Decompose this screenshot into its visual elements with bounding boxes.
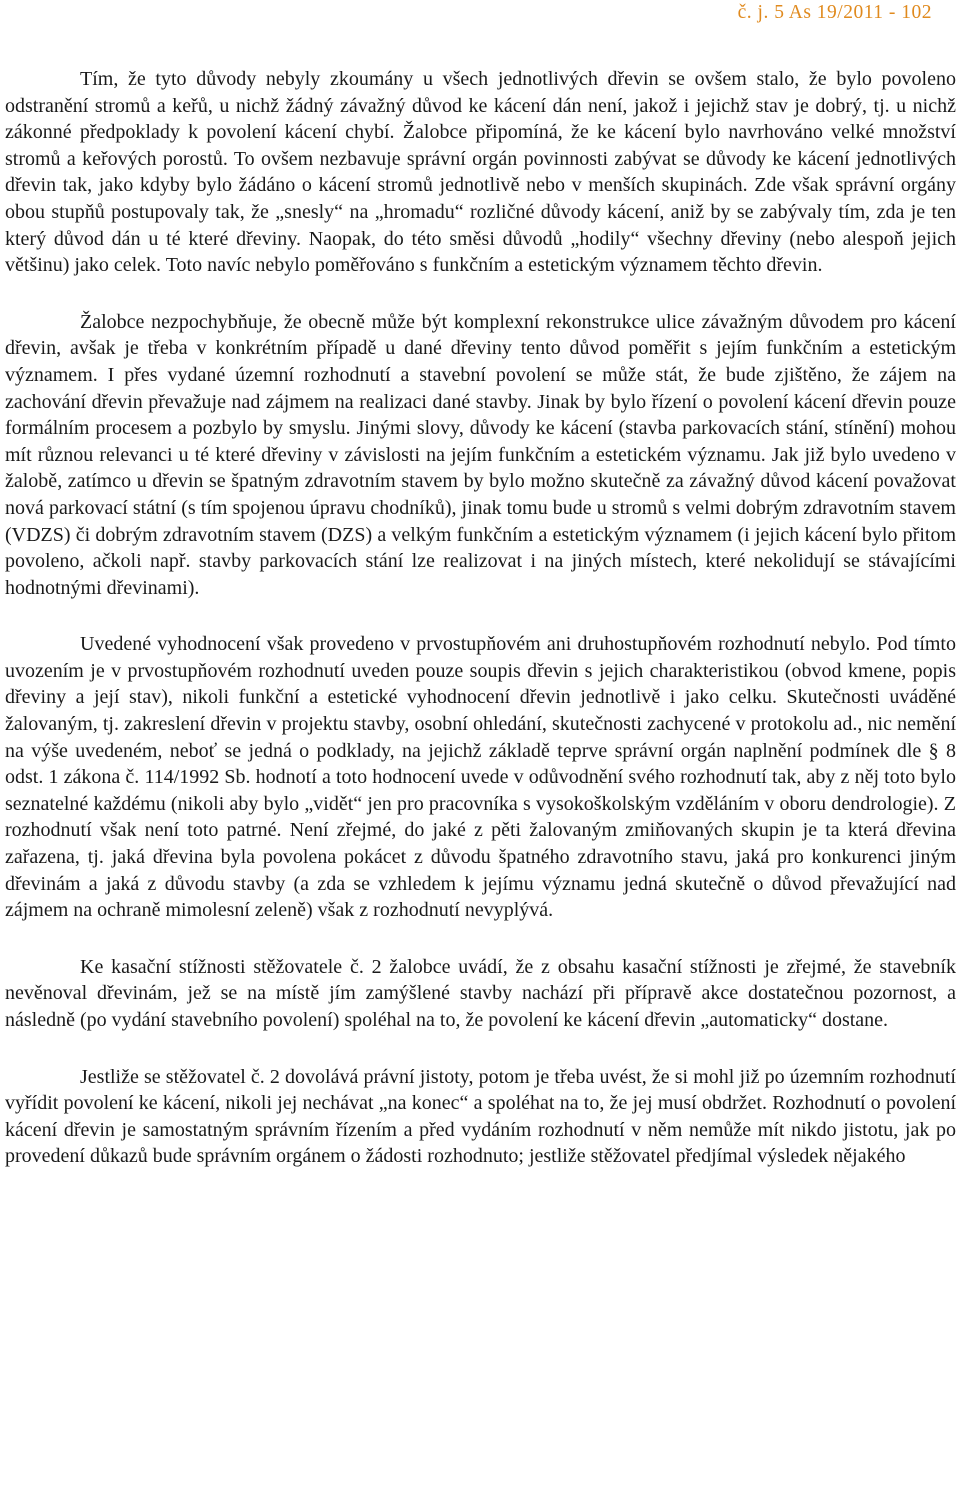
document-body: [5, 66, 956, 1170]
paragraph-complaint-response: Ke kasační stížnosti stěžovatele č. 2 žalobce uvádí, že z obsahu kasační stížnosti je zřejmé, že stavebník nevěnoval dřevinám, jež se na místě jím zamýšlené stavby nachází při přípravě akce dostatečnou pozornost, a následně (po vydání stavebního povolení) spoléhal na to, že povolení ke kácení dřevin „automaticky“ dostane.: [5, 955, 956, 1031]
paragraph-reasons-not-examined: Tím, že tyto důvody nebyly zkoumány u všech jednotlivých dřevin se ovšem stalo, že bylo povoleno odstranění stromů a keřů, u nichž žádný závažný důvod ke kácení dán není, jakož i jejichž stav je dobrý, tj. u nichž zákonné předpoklady k povolení kácení chybí. Žalobce připomíná, že ke kácení bylo navrhováno velké množství stromů a keřových porostů. To ovšem nezbavuje správní orgán povinnosti zabývat se důvody ke kácení jednotlivých dřevin tak, jako kdyby bylo žádáno o kácení stromů jednotlivě nebo v menších skupinách. Zde však správní orgány obou stupňů postupovaly tak, že „snesly“ na „hromadu“ rozličné důvody kácení, aniž by se zabývaly tím, zda je ten který důvod dán u té které dřeviny. Naopak, do této směsi důvodů „hodily“ všechny dřeviny (nebo alespoň jejich většinu) jako celek. Toto navíc nebylo poměřováno s funkčním a estetickým významem těchto dřevin.: [5, 68, 956, 277]
paragraph-reconstruction-reason: Žalobce nezpochybňuje, že obecně může být komplexní rekonstrukce ulice závažným důvodem pro kácení dřevin, avšak je třeba v konkrétním případě u dané dřeviny tento důvod poměřit s jejím funkčním a estetickým významem. I přes vydané územní rozhodnutí a stavební povolení se může stát, že bude zjištěno, že zájem na zachování dřevin převažuje nad zájmem na realizaci dané stavby. Jinak by bylo řízení o povolení kácení dřevin pouze formálním procesem a pozbylo by smyslu. Jinými slovy, důvody ke kácení (stavba parkovacích stání, stínění) mohou mít různou relevanci u té které dřeviny v závislosti na jejím funkčním a estetickém významu. Jak již bylo uvedeno v žalobě, zatímco u dřevin se špatným zdravotním stavem by bylo možno skutečně za závažný důvod kácení považovat nová parkovací státní (s tím spojenou úpravu chodníků), jinak tomu bude u stromů s velmi dobrým zdravotním stavem (VDZS) či dobrým zdravotním stavem (DZS) a velkým funkčním a estetickým významem (i jejich kácení bylo přitom povoleno, ačkoli např. stavby parkovacích stání lze realizovat i na jiných místech, které nekolidují se stávajícími hodnotnými dřevinami).: [5, 310, 956, 599]
paragraph-evaluation-missing: Uvedené vyhodnocení však provedeno v prvostupňovém ani druhostupňovém rozhodnutí nebylo. Pod tímto uvozením je v prvostupňovém rozhodnutí uveden pouze soupis dřevin s jejich charakteristikou (obvod kmene, popis dřeviny a její stav), nikoli funkční a estetické vyhodnocení dřevin jednotlivě i jako celku. Skutečnosti uváděné žalovaným, tj. zakreslení dřevin v projektu stavby, osobní ohledání, skutečnosti zachycené v protokolu ad., nic nemění na výše uvedeném, neboť se jedná o podklady, na jejichž základě teprve správní orgán naplnění podmínek dle § 8 odst. 1 zákona č. 114/1992 Sb. hodnotí a toto hodnocení uvede v odůvodnění svého rozhodnutí tak, aby z něj toto bylo seznatelné každému (nikoli aby bylo „vidět“ jen pro pracovníka s vysokoškolským vzděláním v oboru dendrologie). Z rozhodnutí však není toto patrné. Není zřejmé, do jaké z pěti žalovaným zmiňovaných skupin je ta která dřevina zařazena, tj. jaká dřevina byla povolena pokácet z důvodu špatného zdravotního stavu, jaká pro konkurenci jiným dřevinám a jaká z důvodu stavby (a zda se vzhledem k jejímu významu jedná skutečně o důvod převažující nad zájmem na ochraně mimolesní zeleně) však z rozhodnutí nevyplývá.: [5, 633, 956, 922]
paragraph-legal-certainty: Jestliže se stěžovatel č. 2 dovolává právní jistoty, potom je třeba uvést, že si mohl již po územním rozhodnutí vyřídit povolení ke kácení, nikoli jej nechávat „na konec“ a spoléhat na to, že jej musí obdržet. Rozhodnutí o povolení kácení dřevin je samostatným správním řízením a před vydáním rozhodnutí v něm nemůže mít nikdo jistotu, jak po provedení důkazů bude správním orgánem o žádosti rozhodnuto; jestliže stěžovatel předjímal výsledek nějakého: [5, 1065, 956, 1168]
case-number-header: č. j. 5 As 19/2011 - 102: [737, 2, 932, 23]
